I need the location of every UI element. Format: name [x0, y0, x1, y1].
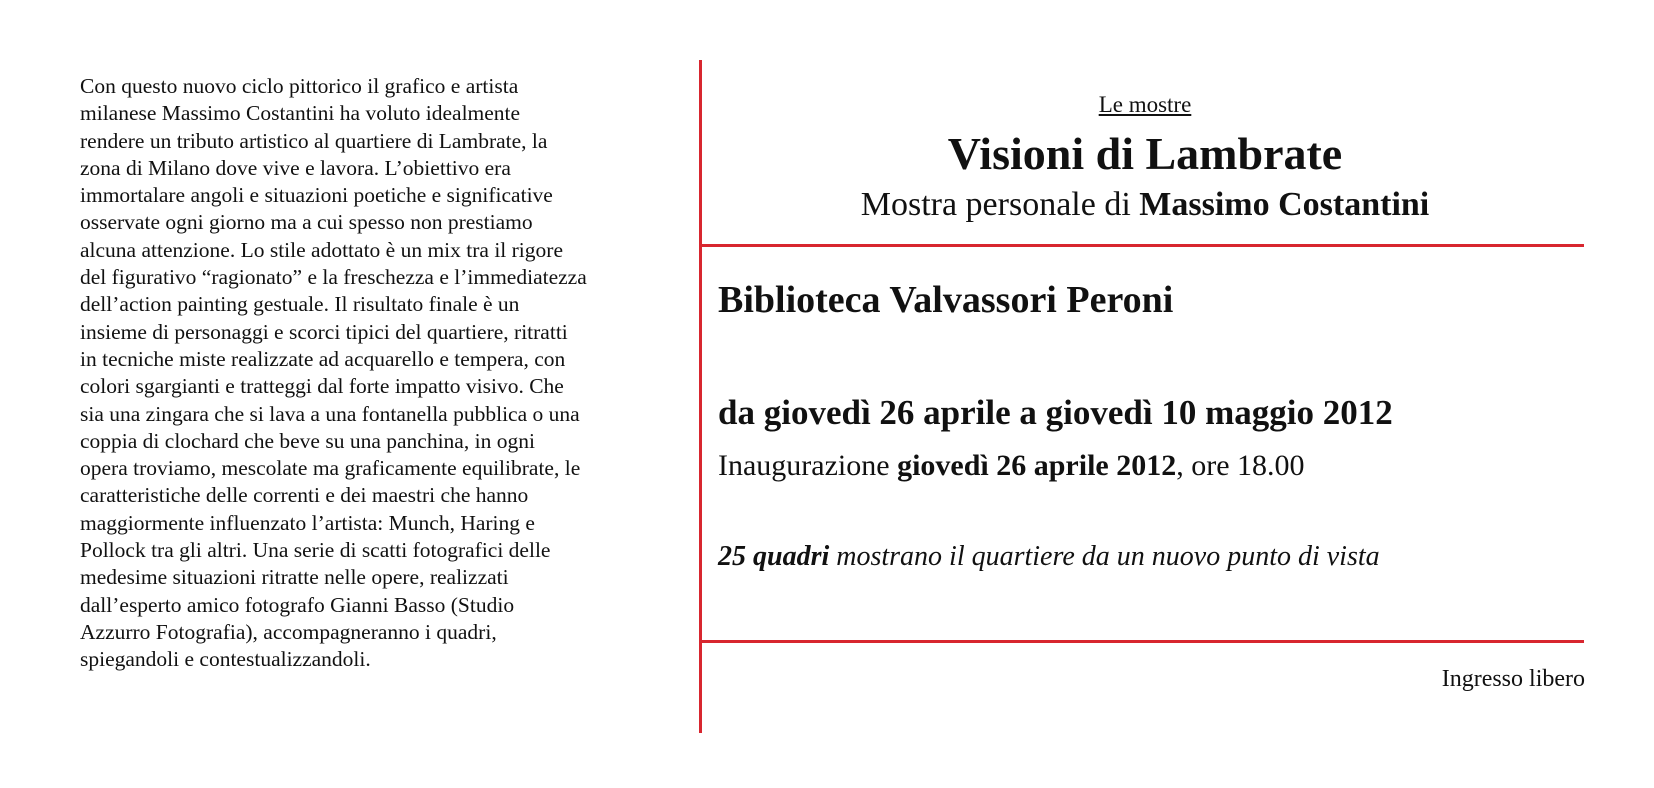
description-line: Pollock tra gli altri. Una serie di scatti fotografici delle: [80, 538, 551, 563]
description-line: rendere un tributo artistico al quartiere di Lambrate, la: [80, 128, 548, 153]
description-line: dell’action painting gestuale. Il risultato finale è un: [80, 292, 520, 317]
description-line: spiegandoli e contestualizzandoli.: [80, 647, 371, 672]
description-line: medesime situazioni ritratte nelle opere, realizzati: [80, 565, 509, 590]
description-line: immortalare angoli e situazioni poetiche e significative: [80, 183, 553, 208]
description-line: maggiormente influenzato l’artista: Munch, Haring e: [80, 510, 535, 535]
description-line: osservate ogni giorno ma a cui spesso non prestiamo: [80, 210, 533, 235]
description-line: Azzurro Fotografia), accompagneranno i quadri,: [80, 619, 497, 644]
opening-date: giovedì 26 aprile 2012: [897, 449, 1177, 482]
venue-name: Biblioteca Valvassori Peroni: [718, 279, 1174, 321]
description-line: colori sgargianti e tratteggi dal forte impatto visivo. Che: [80, 374, 564, 399]
description-line: in tecniche miste realizzate ad acquarello e tempera, con: [80, 346, 566, 371]
exhibition-subtitle: [702, 183, 1588, 227]
description-line: coppia di clochard che beve su una panchina, in ogni: [80, 428, 535, 453]
description-paragraph: [80, 73, 680, 674]
artist-name: Massimo Costantini: [1139, 186, 1430, 223]
description-line: dall’esperto amico fotografo Gianni Basso (Studio: [80, 592, 515, 617]
description-line: opera troviamo, mescolate ma graficamente equilibrate, le: [80, 456, 581, 481]
entry-info: Ingresso libero: [1441, 666, 1585, 692]
description-line: del figurativo “ragionato” e la freschezza e l’immediatezza: [80, 265, 587, 290]
exhibition-dates: da giovedì 26 aprile a giovedì 10 maggio 2012: [718, 393, 1393, 432]
footer-divider: [699, 640, 1584, 643]
description-line: Con questo nuovo ciclo pittorico il grafico e artista: [80, 74, 519, 98]
subtitle-prefix: Mostra personale di: [860, 186, 1140, 223]
description-line: insieme di personaggi e scorci tipici del quartiere, ritratti: [80, 319, 568, 344]
tagline-text: mostrano il quartiere da un nuovo punto di vista: [829, 541, 1380, 572]
header-divider: [699, 244, 1584, 247]
description-line: sia una zingara che si lava a una fontanella pubblica o una: [80, 401, 580, 426]
description-line: milanese Massimo Costantini ha voluto idealmente: [80, 101, 521, 126]
description-line: alcuna attenzione. Lo stile adottato è un mix tra il rigore: [80, 237, 563, 262]
description-line: caratteristiche delle correnti e dei maestri che hanno: [80, 483, 529, 508]
painting-count: 25 quadri: [718, 541, 830, 572]
opening-time: , ore 18.00: [1176, 449, 1305, 482]
exhibition-tagline: [718, 541, 1380, 573]
section-kicker: Le mostre: [1098, 92, 1192, 117]
description-line: zona di Milano dove vive e lavora. L’obiettivo era: [80, 155, 511, 180]
exhibition-title: Visioni di Lambrate: [947, 128, 1343, 179]
opening-label: Inaugurazione: [718, 449, 898, 482]
opening-info: [718, 449, 1305, 483]
